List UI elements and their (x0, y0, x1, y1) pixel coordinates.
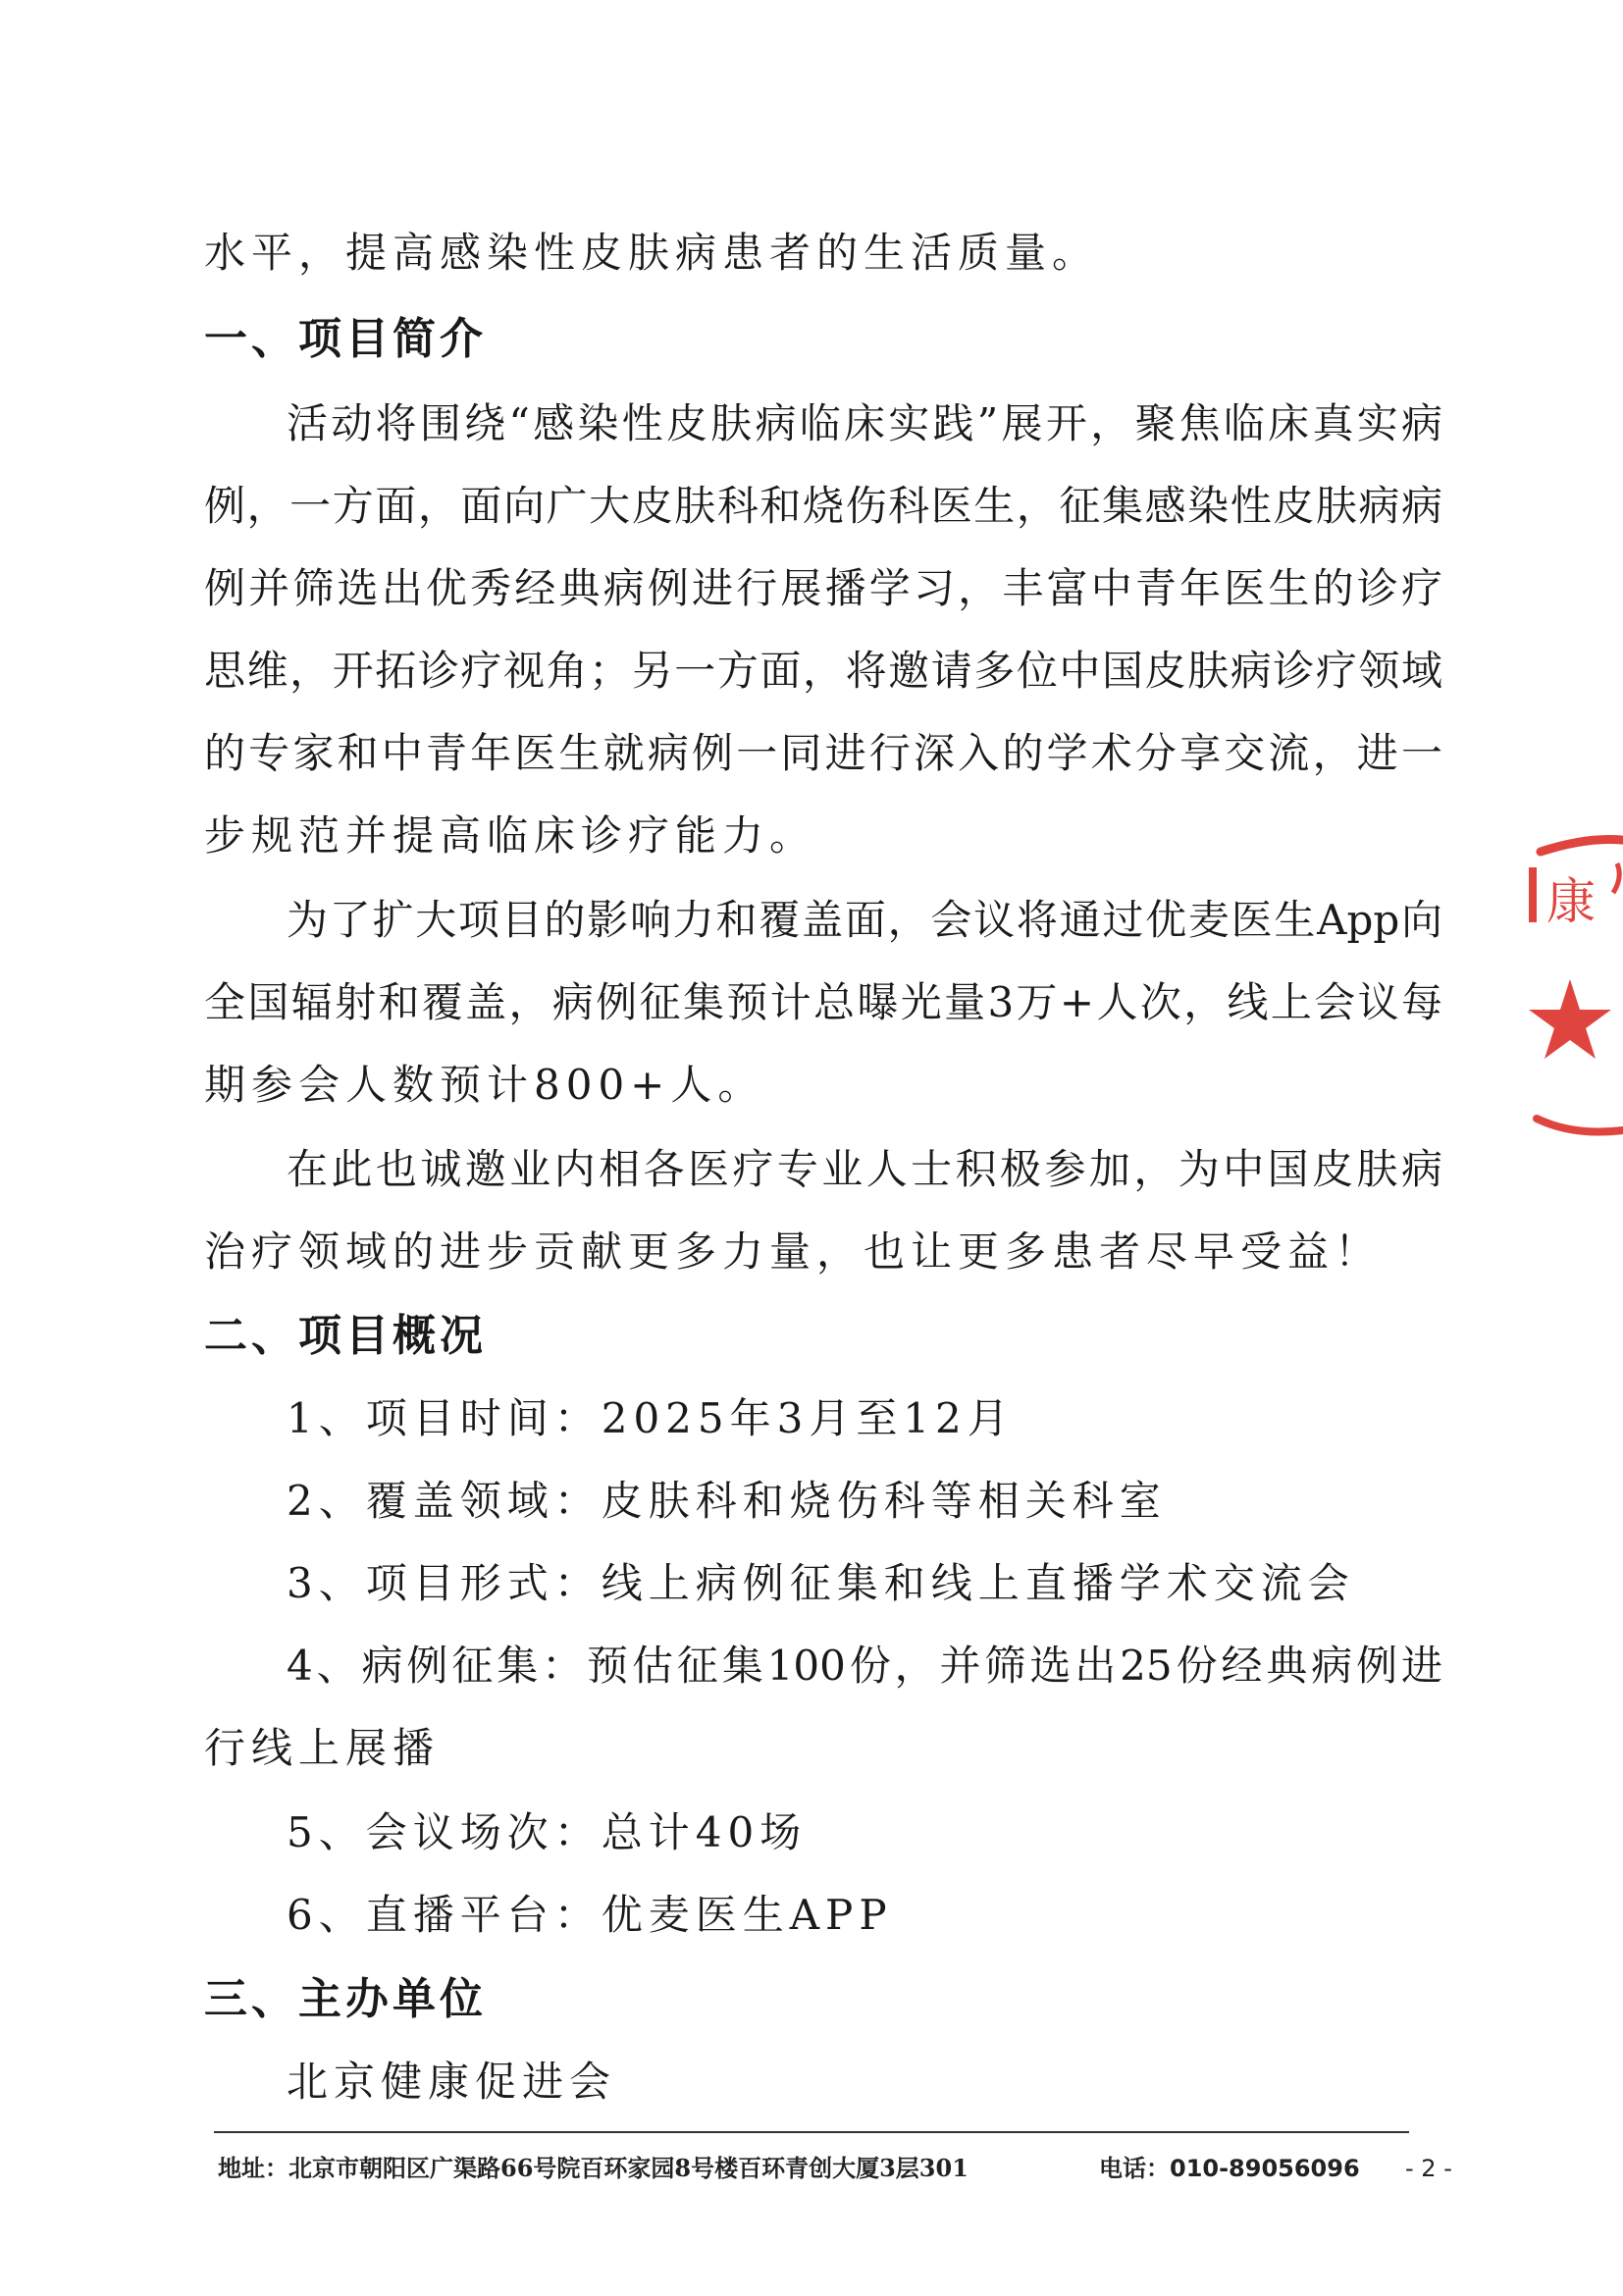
body-line: 的专家和中青年医生就病例一同进行深入的学术分享交流，进一 (204, 729, 1442, 777)
seal-top-arc (1541, 839, 1623, 854)
seal-star-icon (1529, 979, 1611, 1059)
overview-item-form: 3、项目形式：线上病例征集和线上直播学术交流会 (287, 1559, 1355, 1607)
body-line: 在此也诚邀业内相各医疗专业人士积极参加，为中国皮肤病 (287, 1145, 1442, 1193)
footer-phone: 电话：010-89056096 (1099, 2155, 1360, 2182)
seal-char: 康 (1546, 873, 1596, 930)
footer-address: 地址：北京市朝阳区广渠路66号院百环家园8号楼百环青创大厦3层301 (218, 2154, 969, 2182)
body-line: 治疗领域的进步贡献更多力量，也让更多患者尽早受益！ (204, 1227, 1383, 1276)
body-line: 行线上展播 (204, 1724, 441, 1772)
body-line: 步规范并提高临床诊疗能力。 (204, 811, 817, 860)
section-heading-intro: 一、项目简介 (204, 314, 487, 364)
footer-divider (214, 2131, 1409, 2133)
overview-item-cases: 4、病例征集：预估征集100份，并筛选出25份经典病例进 (287, 1642, 1442, 1690)
page-number: - 2 - (1405, 2155, 1452, 2182)
body-line: 水平，提高感染性皮肤病患者的生活质量。 (204, 229, 1100, 277)
overview-item-field: 2、覆盖领域：皮肤科和烧伤科等相关科室 (287, 1477, 1167, 1525)
official-seal-icon (1511, 824, 1623, 1158)
overview-item-time: 1、项目时间：2025年3月至12月 (287, 1394, 1015, 1442)
overview-item-sessions: 5、会议场次：总计40场 (287, 1808, 808, 1856)
body-line: 活动将围绕“感染性皮肤病临床实践”展开，聚焦临床真实病 (287, 399, 1442, 447)
body-line: 为了扩大项目的影响力和覆盖面，会议将通过优麦医生App向 (287, 896, 1442, 944)
body-line: 期参会人数预计800+人。 (204, 1061, 765, 1109)
organizer-name: 北京健康促进会 (287, 2058, 617, 2106)
body-line: 思维，开拓诊疗视角；另一方面，将邀请多位中国皮肤病诊疗领域 (204, 647, 1442, 695)
seal-partial-char (1613, 863, 1619, 893)
section-heading-organizer: 三、主办单位 (204, 1974, 487, 2024)
overview-item-platform: 6、直播平台：优麦医生APP (287, 1891, 893, 1939)
seal-bottom-arc (1537, 1119, 1623, 1132)
body-line: 全国辐射和覆盖，病例征集预计总曝光量3万+人次，线上会议每 (204, 978, 1442, 1026)
section-heading-overview: 二、项目概况 (204, 1311, 487, 1361)
body-line: 例，一方面，面向广大皮肤科和烧伤科医生，征集感染性皮肤病病 (204, 482, 1442, 530)
body-line: 例并筛选出优秀经典病例进行展播学习，丰富中青年医生的诊疗 (204, 564, 1442, 612)
